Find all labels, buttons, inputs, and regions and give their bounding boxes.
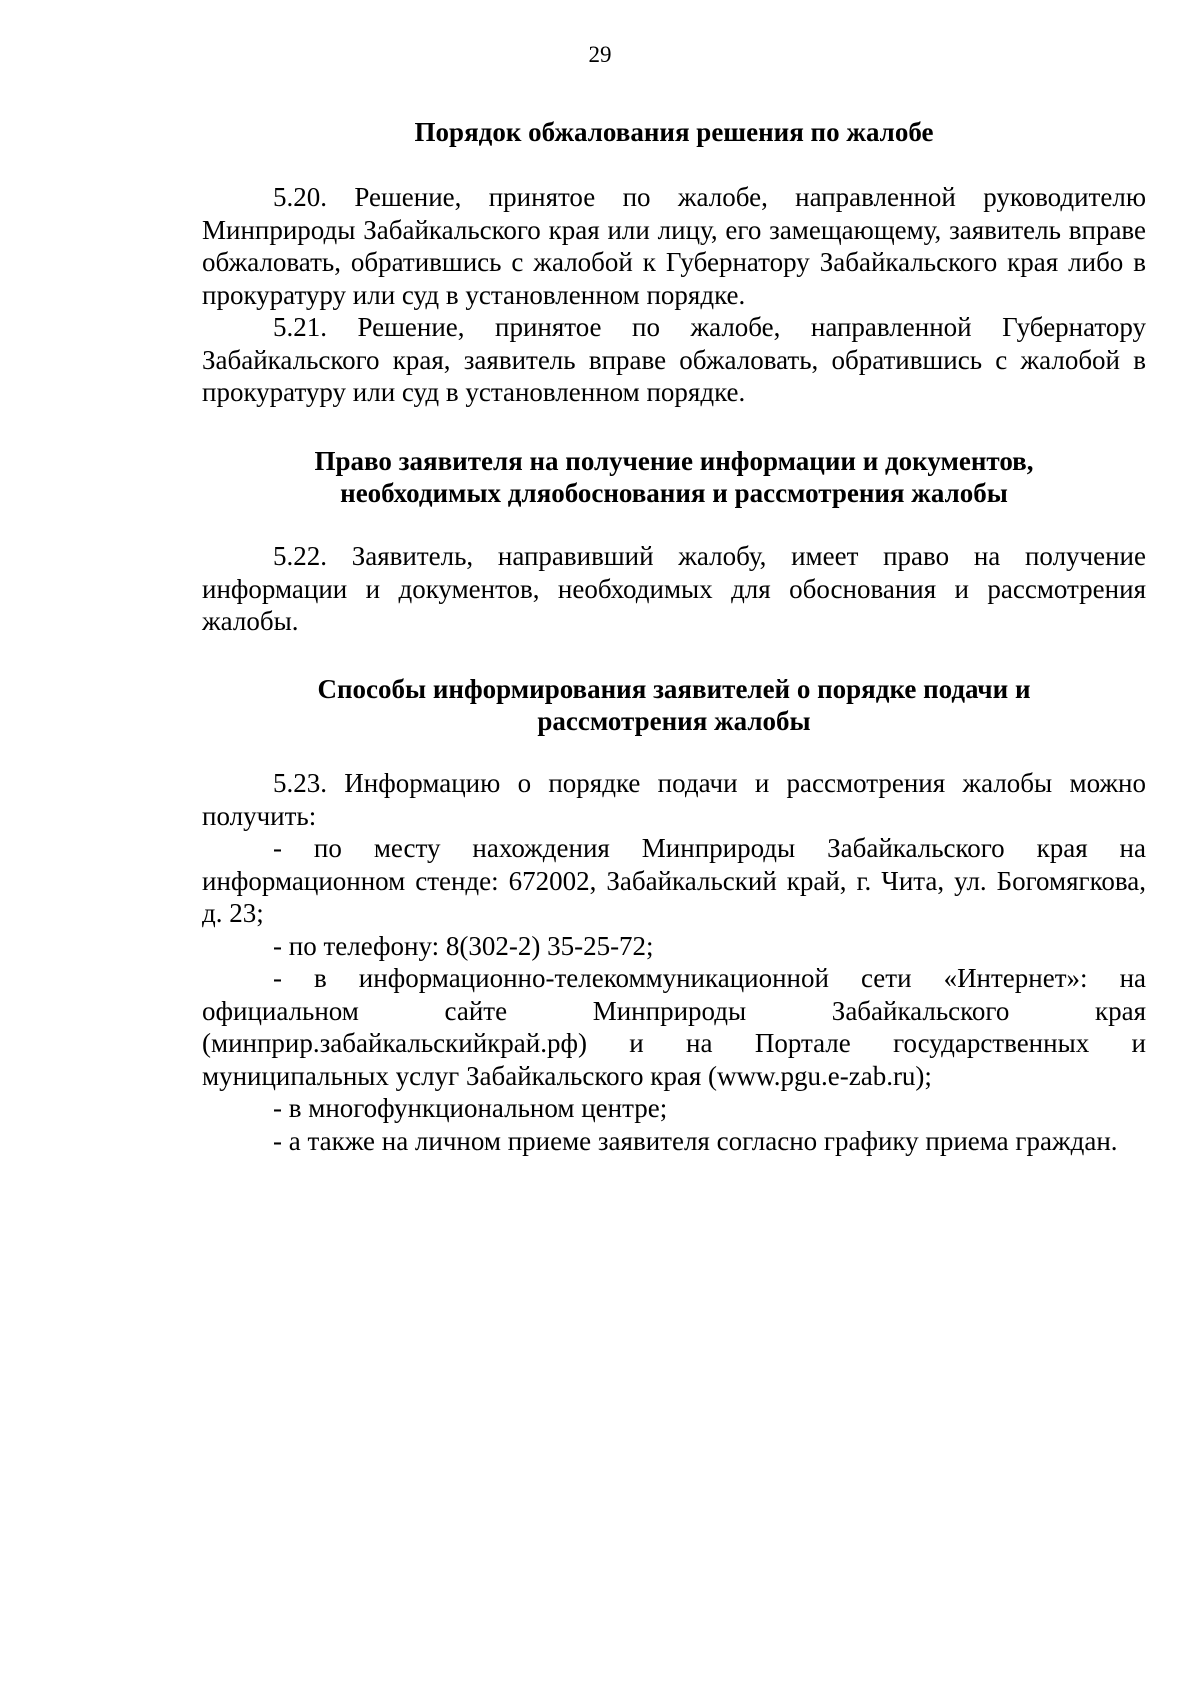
paragraph-5-20: 5.20. Решение, принятое по жалобе, направленной руководителю Минприроды Забайкальского края или лицу, его замещающему, заявитель вправе обжаловать, обратившись с жалобой к Губернатору Забайкальского края либо в прокуратуру или суд в установленном порядке. xyxy=(202,182,1146,310)
list-item-phone: - по телефону: 8(302-2) 35-25-72; xyxy=(273,930,654,961)
section-body-informing-methods xyxy=(202,767,1146,1157)
list-item-internet: - в информационно-телекоммуникационной сети «Интернет»: на официальном сайте Минприроды Забайкальского края (минприр.забайкальскийкрай.рф) и на Портале государственных и муниципальных услуг Забайкальского края (www.pgu.e-zab.ru); xyxy=(202,963,1146,1091)
section-heading-right-to-information: Право заявителя на получение информации и документов, необходимых дляобоснования и рассмотрения жалобы xyxy=(314,446,1034,508)
paragraph-5-23: 5.23. Информацию о порядке подачи и рассмотрения жалобы можно получить: xyxy=(202,768,1146,831)
paragraph-5-22: 5.22. Заявитель, направивший жалобу, имеет право на получение информации и документов, необходимых для обоснования и рассмотрения жалобы. xyxy=(202,541,1146,636)
list-item-mfc: - в многофункциональном центре; xyxy=(273,1093,668,1123)
section-body-appeal-procedure xyxy=(202,181,1146,409)
page-number: 29 xyxy=(588,42,612,67)
list-item-personal-reception: - а также на личном приеме заявителя согласно графику приема граждан. xyxy=(273,1125,1118,1156)
section-heading-appeal-procedure: Порядок обжалования решения по жалобе xyxy=(414,117,934,147)
paragraph-5-21: 5.21. Решение, принятое по жалобе, направленной Губернатору Забайкальского края, заявитель вправе обжаловать, обратившись с жалобой в прокуратуру или суд в установленном порядке. xyxy=(202,312,1146,407)
list-item-location: - по месту нахождения Минприроды Забайкальского края на информационном стенде: 672002, Забайкальский край, г. Чита, ул. Богомягкова, д. 23; xyxy=(202,833,1146,928)
section-heading-informing-methods: Способы информирования заявителей о порядке подачи и рассмотрения жалобы xyxy=(317,674,1031,736)
section-body-right-to-information xyxy=(202,540,1146,638)
